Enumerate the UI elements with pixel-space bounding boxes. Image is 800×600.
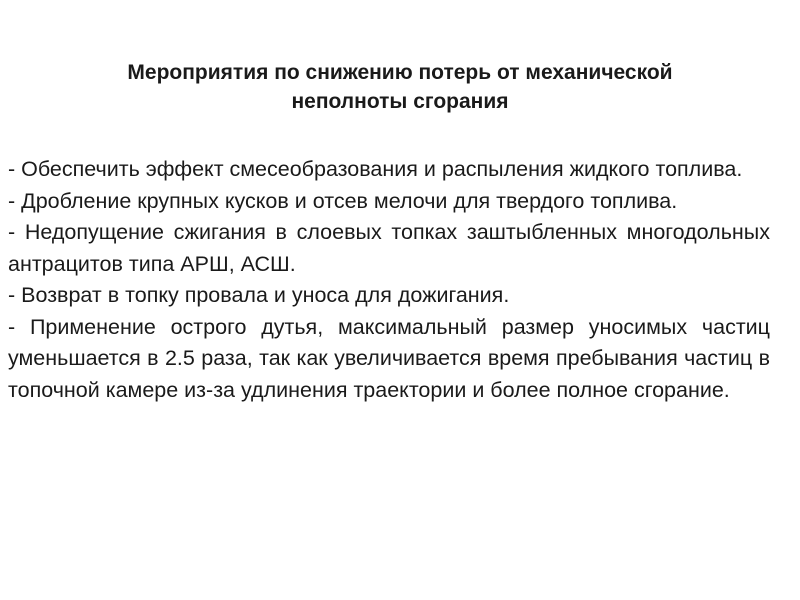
measure-item-2: - Дробление крупных кусков и отсев мелочи для твердого топлива. <box>8 188 678 213</box>
measure-item-4: - Возврат в топку провала и уноса для дожигания. <box>8 283 510 307</box>
measures-list <box>8 154 770 406</box>
slide-title <box>20 58 780 116</box>
measure-item-3: - Недопущение сжигания в слоевых топках заштыбленных многодольных антрацитов типа АРШ, АСШ. <box>8 220 770 276</box>
measure-item-1: - Обеспечить эффект смесеобразования и распыления жидкого топлива. <box>8 157 743 181</box>
slide-title-line-2: неполноты сгорания <box>291 90 509 113</box>
slide-title-line-1: Мероприятия по снижению потерь от механической <box>127 61 673 84</box>
measure-item-5: - Применение острого дутья, максимальный размер уносимых частиц уменьшается в 2.5 раза, так как увеличивается время пребывания частиц в топочной камере из-за удлинения траектории и более полное сгорание. <box>8 314 770 402</box>
